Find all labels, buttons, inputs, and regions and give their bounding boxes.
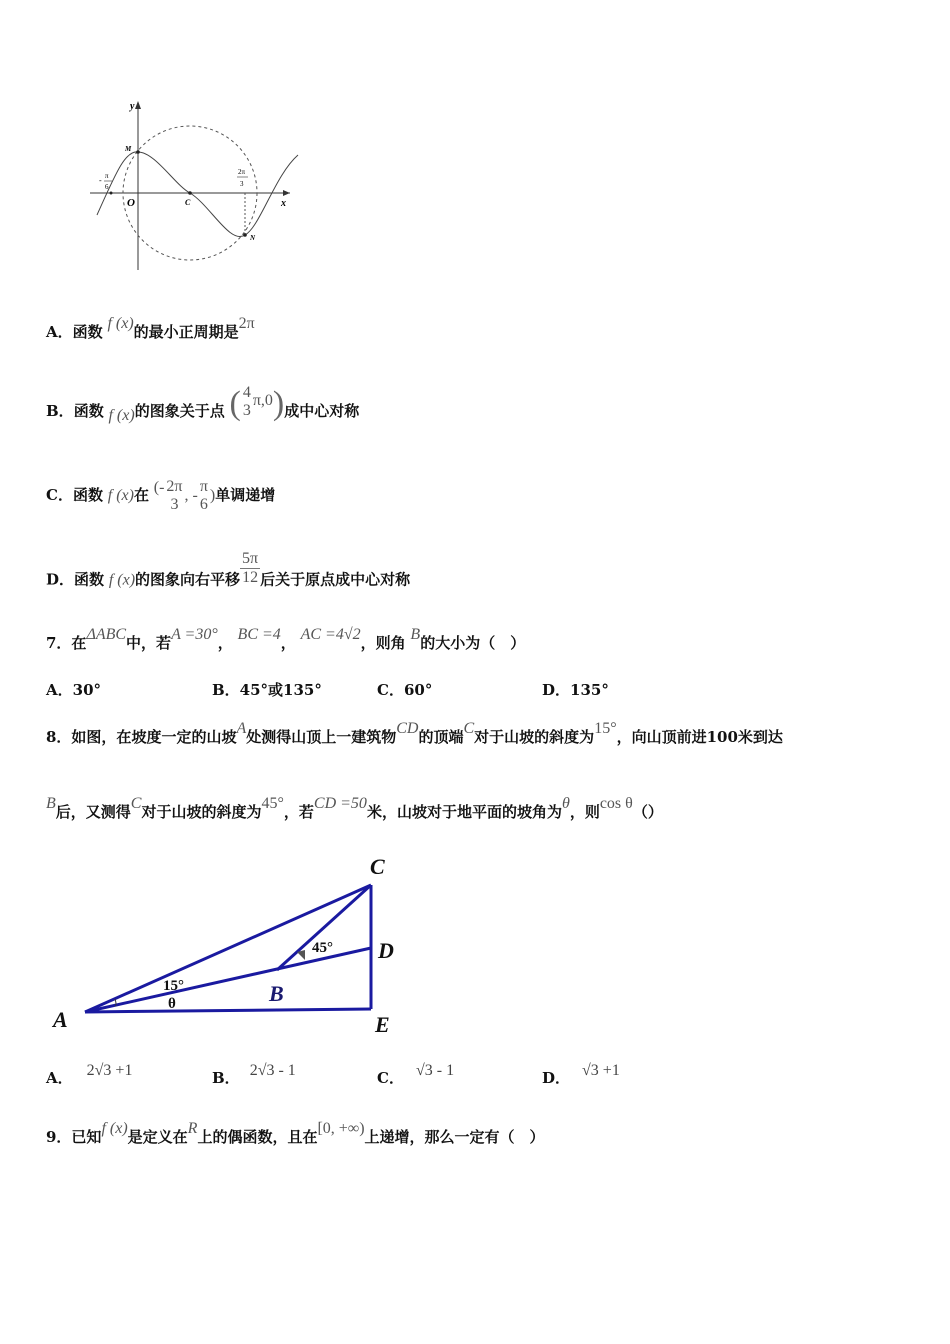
label-a: A <box>53 1007 68 1032</box>
stem-text: 米到达 <box>737 728 783 746</box>
x-label: x <box>281 198 286 209</box>
distance-100: 100 <box>706 728 738 746</box>
stem-text: 是定义在 <box>127 1128 188 1146</box>
option-label: D． <box>46 570 75 589</box>
building-cd: CD <box>396 720 419 737</box>
angle-b: B <box>410 626 421 643</box>
point-c: C <box>130 795 142 812</box>
stem-text: 8．如图，在坡度一定的山坡 <box>46 728 237 746</box>
q7-option-b[interactable]: B．45°或135° <box>212 681 322 699</box>
period-value: 2π <box>238 315 255 332</box>
option-value: √3 - 1 <box>415 1062 455 1079</box>
label-45: 45° <box>312 940 333 956</box>
cos-theta: cos θ <box>599 795 633 812</box>
interval-close: ) <box>209 487 216 504</box>
option-value: √3 +1 <box>582 1062 620 1079</box>
cond-bc: BC =4 <box>237 626 281 643</box>
option-text: 后关于原点成中心对称 <box>260 570 411 589</box>
stem-text: ，则角 <box>360 634 406 652</box>
stem-text: 处测得山顶上一建筑物 <box>246 728 397 746</box>
stem-text: ，则 <box>569 803 600 821</box>
q6-option-a <box>46 315 255 343</box>
stem-text: 的大小为（ ） <box>420 634 526 652</box>
stem-text: 上的偶函数，且在 <box>197 1128 318 1146</box>
cd-50: CD =50 <box>313 795 367 812</box>
fx-math: f (x) <box>108 571 136 589</box>
fx-math: f (x) <box>107 315 134 332</box>
q7-option-d[interactable]: D．135° <box>542 681 609 699</box>
label-c: C <box>370 854 385 879</box>
origin-label: O <box>127 197 135 209</box>
label-d: D <box>378 938 394 963</box>
option-label: A． <box>46 1069 73 1087</box>
option-value: 2√3 - 1 <box>249 1062 296 1079</box>
point-tail: π,0 <box>252 392 273 409</box>
y-label: y <box>130 101 135 112</box>
angle-15: 15° <box>594 720 617 737</box>
q6-option-b: B．函数 f (x)的图象关于点 ( 4 3 π,0)成中心对称 <box>46 384 360 424</box>
point-m-dot <box>136 150 140 154</box>
interval: [0, +∞) <box>317 1120 365 1137</box>
fx-math: f (x) <box>107 487 134 504</box>
option-text: 函数 <box>73 402 104 420</box>
option-label: C． <box>46 486 73 504</box>
sine-curve <box>97 152 298 237</box>
fx-math: f (x) <box>108 407 135 424</box>
cond-ac: AC =4√2 <box>300 626 361 643</box>
point-c-label: C <box>185 198 191 207</box>
q9-stem <box>46 1120 545 1148</box>
point-n-dot <box>243 233 247 237</box>
q8-stem-line2 <box>46 795 663 823</box>
neg-sign: - <box>99 176 102 185</box>
theta: θ <box>561 795 570 812</box>
option-label: C． <box>377 1069 404 1087</box>
stem-text: 上递增，那么一定有（ ） <box>364 1128 545 1146</box>
option-text: 函数 <box>72 323 103 341</box>
option-label: B． <box>212 1069 240 1087</box>
option-value: 2√3 +1 <box>86 1062 133 1079</box>
q8-stem-line1 <box>46 720 783 748</box>
interval-open: (- <box>153 479 165 496</box>
neg-pi-den: 6 <box>105 183 109 191</box>
option-label: D． <box>542 1069 571 1087</box>
line-ae <box>85 1009 371 1012</box>
stem-text: 对于山坡的斜度为 <box>474 728 595 746</box>
cond-a: A =30° <box>171 626 218 643</box>
two-pi-den: 3 <box>240 180 244 188</box>
sep: ， <box>217 634 233 652</box>
five-pi-twelfths-fraction: $\frac{5\pi}{12}$ <box>242 550 259 586</box>
q7-option-c[interactable]: C．60° <box>377 681 433 699</box>
fx-math: f (x) <box>101 1120 128 1137</box>
stem-text: 中，若 <box>126 634 172 652</box>
option-text: 在 <box>133 486 149 504</box>
point-a: A <box>236 720 247 737</box>
four-thirds-fraction: 4 3 <box>242 384 251 419</box>
option-text: 函数 <box>72 486 103 504</box>
point-c-dot <box>188 191 192 195</box>
q8-option-d[interactable] <box>542 1062 620 1089</box>
option-text: 的图象关于点 <box>134 402 225 420</box>
stem-text: 9．已知 <box>46 1128 102 1146</box>
q8-option-b[interactable] <box>212 1062 296 1089</box>
option-text: 的最小正周期是 <box>133 323 239 341</box>
option-text: 函数 <box>74 570 105 589</box>
stem-text: ，若 <box>283 803 314 821</box>
stem-text: 对于山坡的斜度为 <box>141 803 262 821</box>
q8-option-c[interactable] <box>377 1062 455 1089</box>
x-axis-arrow <box>283 190 290 196</box>
label-15: 15° <box>163 978 184 994</box>
label-b: B <box>269 981 284 1006</box>
neg-pi-num: π <box>105 172 109 180</box>
two-pi-thirds-fraction: 2π 3 <box>166 478 183 513</box>
option-text: 成中心对称 <box>284 402 360 420</box>
stem-text: ，向山顶前进 <box>616 728 707 746</box>
triangle: ΔABC <box>86 626 127 643</box>
stem-text: 的顶端 <box>418 728 464 746</box>
sine-circle-figure <box>85 95 305 275</box>
line-ad <box>85 948 371 1012</box>
angle-45: 45° <box>261 795 284 812</box>
stem-text: （） <box>632 803 663 821</box>
stem-text: 后，又测得 <box>55 803 131 821</box>
q7-number: 7．在 <box>46 634 87 652</box>
interval-mid: , - <box>184 487 198 504</box>
point-m-label: M <box>125 145 132 153</box>
slope-triangle-figure <box>45 850 405 1040</box>
point-b: B <box>46 795 56 812</box>
q8-option-a[interactable] <box>46 1062 133 1089</box>
sep: ， <box>280 634 296 652</box>
label-theta: θ <box>168 996 176 1012</box>
option-label: A． <box>46 323 73 341</box>
q6-option-d <box>46 550 411 599</box>
q6-option-c <box>46 478 275 514</box>
stem-text: 米，山坡对于地平面的坡角为 <box>366 803 562 821</box>
option-label: B． <box>46 402 74 420</box>
y-axis-arrow <box>135 101 141 109</box>
set-r: R <box>187 1120 198 1137</box>
pi-sixth-fraction: π 6 <box>199 478 208 513</box>
two-pi-num: 2π <box>238 168 246 176</box>
neg-pi-dot <box>110 192 113 195</box>
q7-stem <box>46 626 526 654</box>
point-c: C <box>463 720 475 737</box>
option-text: 的图象向右平移 <box>135 570 241 589</box>
point-n-label: N <box>250 234 256 242</box>
label-e: E <box>375 1012 390 1037</box>
q7-option-a[interactable]: A．30° <box>46 681 102 699</box>
option-text: 单调递增 <box>215 486 276 504</box>
